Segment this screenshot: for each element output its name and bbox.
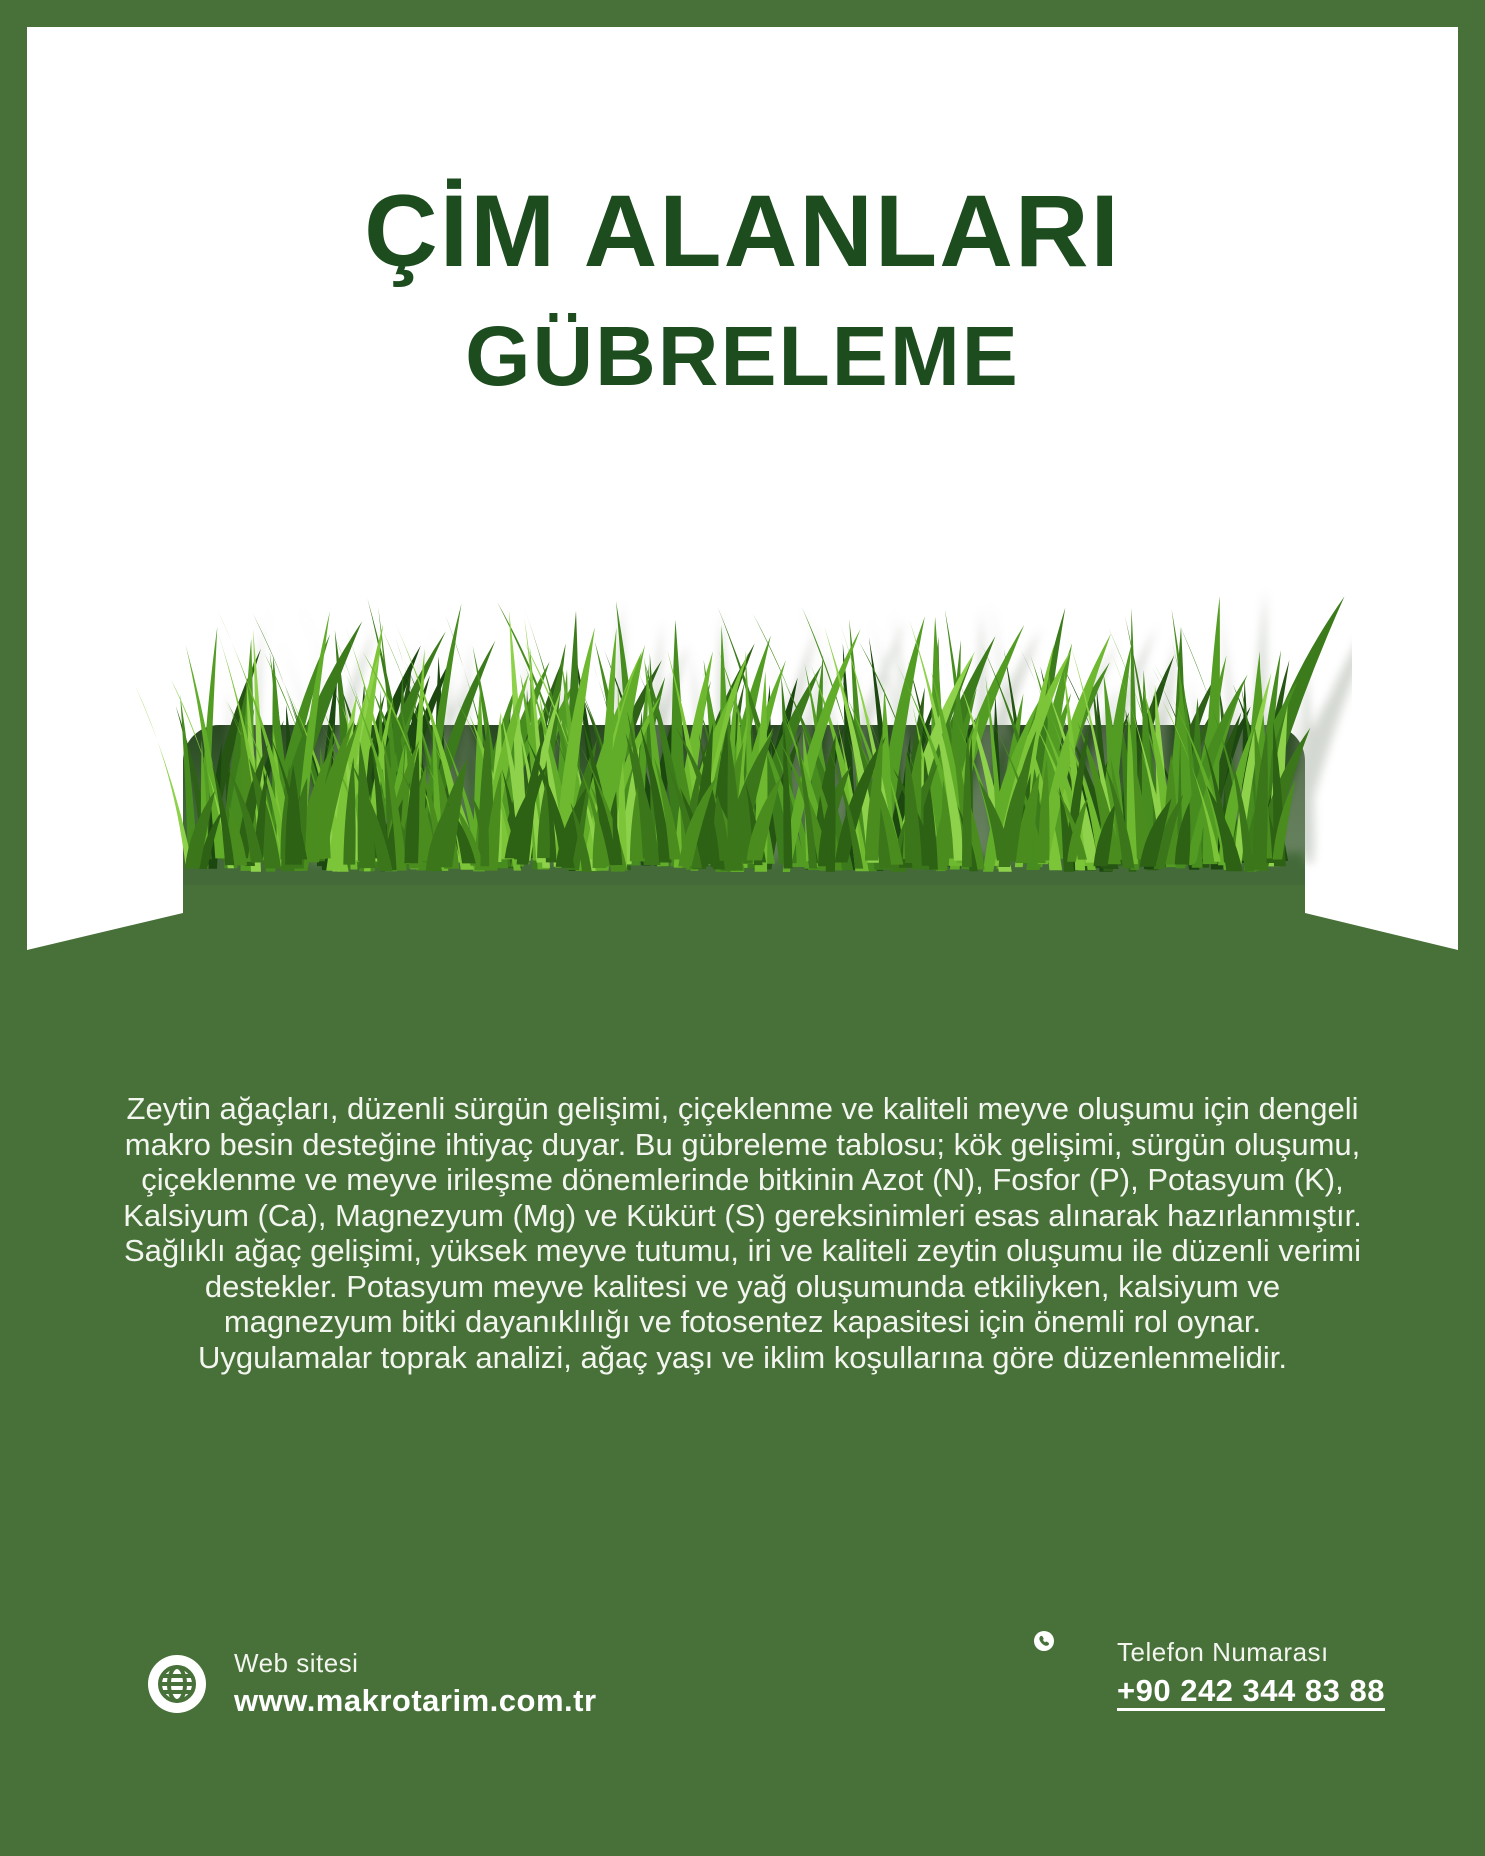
body-copy (122, 1091, 1363, 1375)
body-paragraph: Uygulamalar toprak analizi, ağaç yaşı ve iklim koşullarına göre düzenlenmelidir. (198, 1339, 1287, 1375)
phone-contact (1117, 1637, 1385, 1709)
phone-label: Telefon Numarası (1117, 1637, 1329, 1667)
phone-number[interactable]: +90 242 344 83 88 (1117, 1673, 1385, 1708)
grass-illustration (118, 556, 1352, 882)
website-url[interactable]: www.makrotarim.com.tr (234, 1683, 597, 1718)
phone-icon (1034, 1631, 1054, 1651)
poster-subtitle: GÜBRELEME (465, 309, 1020, 403)
body-paragraph: Zeytin ağaçları, düzenli sürgün gelişimi, çiçeklenme ve kaliteli meyve oluşumu için dengeli makro besin desteğine ihtiyaç duyar. Bu gübreleme tablosu; kök gelişimi, sürgün oluşumu, çiçeklenme ve meyve irileşme dönemlerinde bitkinin Azot (N), Fosfor (P), Potasyum (K), Kalsiyum (Ca), Magnezyum (Mg) ve Kükürt (S) gereksinimleri esas alınarak hazırlanmıştır. (123, 1091, 1362, 1233)
website-label: Web sitesi (234, 1648, 359, 1678)
poster-title: ÇİM ALANLARI (364, 174, 1121, 288)
body-paragraph: Sağlıklı ağaç gelişimi, yüksek meyve tutumu, iri ve kaliteli zeytin oluşumu ile düzenli verimi destekler. Potasyum meyve kalitesi ve yağ oluşumunda etkiliyken, kalsiyum ve magnezyum bitki dayanıklılığı ve fotosentez kapasitesi için önemli rol oynar. (123, 1233, 1362, 1339)
globe-icon (148, 1655, 206, 1713)
website-contact (148, 1648, 597, 1719)
